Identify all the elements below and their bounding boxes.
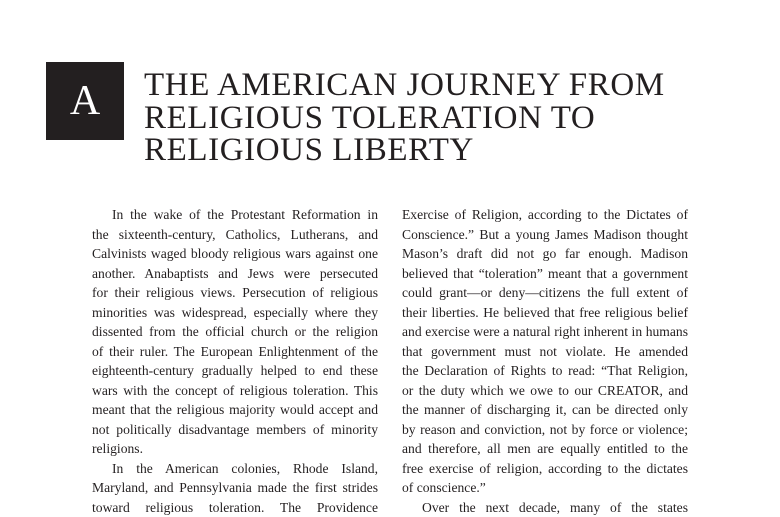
text-line: Conscience.” But a young James Madison thought	[402, 225, 688, 245]
text-line: believed that “toleration” meant that a government	[402, 264, 688, 284]
text-line: the manner of discharging it, can be directed only	[402, 400, 688, 420]
text-line: minorities was widespread, especially where they	[92, 303, 378, 323]
body-column-left	[92, 205, 378, 517]
text-line: the sixteenth-century, Catholics, Lutherans, and	[92, 225, 378, 245]
text-line: toward religious toleration. The Providence	[92, 498, 378, 517]
text-line: and therefore, all men are equally entitled to the	[402, 439, 688, 459]
text-line: not politically disadvantage members of minority	[92, 420, 378, 440]
text-line: that government must not violate. He amended	[402, 342, 688, 362]
chapter-title-line: RELIGIOUS LIBERTY	[144, 134, 764, 167]
text-line: wars with the concept of religious toleration. This	[92, 381, 378, 401]
text-line: meant that the religious majority would accept and	[92, 400, 378, 420]
text-line: eighteenth-century gradually helped to end these	[92, 361, 378, 381]
text-line: another. Anabaptists and Jews were persecuted	[92, 264, 378, 284]
chapter-title-line: RELIGIOUS TOLERATION TO	[144, 102, 764, 135]
text-line: Calvinists waged bloody religious wars against one	[92, 244, 378, 264]
text-line: of their ruler. The European Enlightenment of the	[92, 342, 378, 362]
text-line: dissented from the official church or the religion	[92, 322, 378, 342]
chapter-title-line: THE AMERICAN JOURNEY FROM	[144, 69, 764, 102]
text-line: Over the next decade, many of the states	[402, 498, 688, 517]
text-line: Maryland, and Pennsylvania made the first strides	[92, 478, 378, 498]
chapter-letter-badge	[46, 62, 124, 140]
text-line: by reason and conviction, not by force or violence;	[402, 420, 688, 440]
text-line: religions.	[92, 439, 378, 459]
text-line: free exercise of religion, according to the dictates	[402, 459, 688, 479]
text-line: Mason’s draft did not go far enough. Madison	[402, 244, 688, 264]
text-line: In the American colonies, Rhode Island,	[92, 459, 378, 479]
body-column-right	[402, 205, 688, 517]
text-line: for their religious views. Persecution of religious	[92, 283, 378, 303]
chapter-letter: A	[70, 78, 100, 124]
text-line: of conscience.”	[402, 478, 688, 498]
chapter-title	[144, 69, 764, 167]
text-line: could grant—or deny—citizens the full extent of	[402, 283, 688, 303]
text-line: Exercise of Religion, according to the Dictates of	[402, 205, 688, 225]
text-line: and exercise were a natural right inherent in humans	[402, 322, 688, 342]
text-line: their liberties. He believed that free religious belief	[402, 303, 688, 323]
text-line: or the duty which we owe to our CREATOR, and	[402, 381, 688, 401]
text-line: the Declaration of Rights to read: “That Religion,	[402, 361, 688, 381]
text-line: In the wake of the Protestant Reformation in	[92, 205, 378, 225]
